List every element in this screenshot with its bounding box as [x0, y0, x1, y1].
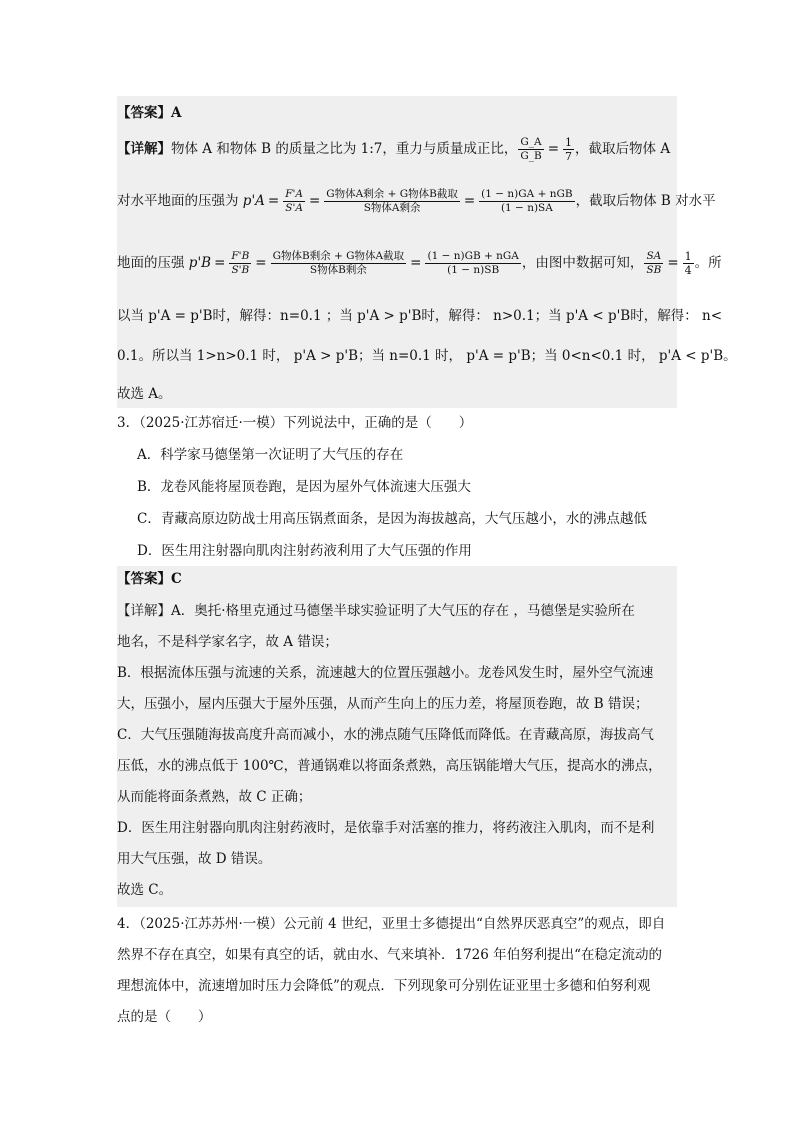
pressure-a-fraction-2: $\frac{\text{G物体A剩余 + G物体B截取}}{\text{S物体A剩余}}$: [326, 188, 458, 214]
detail-label: 【详解】: [117, 141, 171, 157]
question-line: 4．（2025·江苏苏州·一模）公元前 4 世纪，亚里士多德提出“自然界厌恶真空”的观点，即自: [117, 916, 666, 932]
gravity-ratio-fraction: $\frac{G\_A}{G\_B}$: [520, 136, 542, 162]
question-line: 点的是（ ）: [117, 1009, 212, 1025]
area-ratio-fraction: $\frac{SA}{SB}$: [646, 250, 662, 276]
detail-line-5: 0.1。所以当 1>n>0.1 时， p'A > p'B；当 n=0.1 时， p'A = p'B；当 0<n<0.1 时， p'A < p'B。: [117, 348, 737, 364]
answer-block-q2: [117, 96, 737, 408]
detail-line-2: 对水平地面的压强为 p'A = $\frac{F'A}{S'A}$ = $\frac{\text{G物体A剩余 + G物体B截取}}{\text{S物体A剩余}}$ = $\frac{\text{(1 − n)GA + nGB}}{(1 - n)SA}$ ，截取后物体 B 对水平: [117, 188, 716, 214]
question-4: [117, 911, 677, 1031]
ratio-value-fraction: $\frac{1}{7}$: [565, 136, 573, 163]
detail-text: 物体 A 和物体 B 的质量之比为 1:7，重力与质量成正比，: [171, 141, 518, 157]
conclusion-line: 故选 C。: [117, 882, 173, 898]
pressure-b-fraction-1: $\frac{F'B}{S'B}$: [231, 250, 250, 276]
pressure-a-fraction-1: $\frac{F'A}{S'A}$: [285, 188, 303, 214]
pressure-a-symbol: p'A: [242, 193, 265, 209]
detail-line-1: 【详解】物体 A 和物体 B 的质量之比为 1:7，重力与质量成正比， $\frac{G\_A}{G\_B}$ = $\frac{1}{7}$ ，截取后物体 A: [117, 136, 671, 163]
detail-line: D．医生用注射器向肌肉注射药液时，是依靠手对活塞的推力，将药液注入肌肉，而不是利: [117, 820, 655, 836]
detail-line: 用大气压强，故 D 错误。: [117, 851, 272, 867]
answer-block-q3: [117, 566, 677, 907]
question-line: 然界不存在真空，如果有真空的话，就由水、气来填补．1726 年伯努利提出“在稳定流动的: [117, 947, 663, 963]
detail-line: B．根据流体压强与流速的关系，流速越大的位置压强越小。龙卷风发生时，屋外空气流速: [117, 665, 654, 681]
detail-line: 地名，不是科学家名字，故 A 错误；: [117, 634, 338, 650]
question-line: 理想流体中，流速增加时压力会降低”的观点．下列现象可分别佐证亚里士多德和伯努利观: [117, 978, 651, 994]
answer-label: 【答案】C: [117, 571, 182, 587]
pressure-b-fraction-2: $\frac{\text{G物体B剩余 + G物体A截取}}{\text{S物体B剩余}}$: [272, 250, 405, 276]
pressure-b-fraction-3: $\frac{\text{(1 − n)GB + nGA}}{(1 - n)SB}$: [427, 250, 519, 276]
detail-line: 大，压强小，屋内压强大于屋外压强，从而产生向上的压力差，将屋顶卷跑，故 B 错误；: [117, 696, 649, 712]
question-stem: 3．（2025·江苏宿迁·一模）下列说法中，正确的是（ ）: [117, 415, 473, 431]
detail-line: 从而能将面条煮熟，故 C 正确；: [117, 789, 312, 805]
option-c: C．青藏高原边防战士用高压锅煮面条，是因为海拔越高，大气压越小，水的沸点越低: [137, 511, 647, 527]
detail-line-4: 以当 p'A = p'B时，解得：n=0.1 ；当 p'A > p'B时，解得： n>0.1；当 p'A < p'B时，解得： n<: [117, 308, 723, 324]
detail-line: C．大气压强随海拔高度升高而减小，水的沸点随气压降低而降低。在青藏高原，海拔高气: [117, 727, 654, 743]
answer-label: 【答案】A: [117, 105, 182, 121]
detail-line: 【详解】A．奥托·格里克通过马德堡半球实验证明了大气压的存在 ，马德堡是实验所在: [117, 603, 635, 619]
conclusion-line: 故选 A。: [117, 386, 172, 402]
option-b: B．龙卷风能将屋顶卷跑，是因为屋外气体流速大压强大: [137, 479, 471, 495]
option-a: A．科学家马德堡第一次证明了大气压的存在: [137, 447, 404, 463]
detail-line-3: 地面的压强 p'B = $\frac{F'B}{S'B}$ = $\frac{\text{G物体B剩余 + G物体A截取}}{\text{S物体B剩余}}$ = $\frac{\text{(1 − n)GB + nGA}}{(1 - n)SB}$ ，由图中数据可知， $\frac{SA}{SB}$ = $\frac{1}{4}$ 。所: [117, 250, 722, 277]
detail-line: 压低，水的沸点低于 100℃，普通锅难以将面条煮熟，高压锅能增大气压，提高水的沸点，: [117, 758, 662, 774]
pressure-b-symbol: p'B: [188, 255, 212, 271]
question-3: [117, 412, 677, 562]
area-ratio-value: $\frac{1}{4}$: [684, 250, 692, 277]
option-d: D．医生用注射器向肌肉注射药液利用了大气压强的作用: [137, 543, 472, 559]
pressure-a-fraction-3: $\frac{\text{(1 − n)GA + nGB}}{(1 - n)SA}$: [481, 188, 573, 214]
